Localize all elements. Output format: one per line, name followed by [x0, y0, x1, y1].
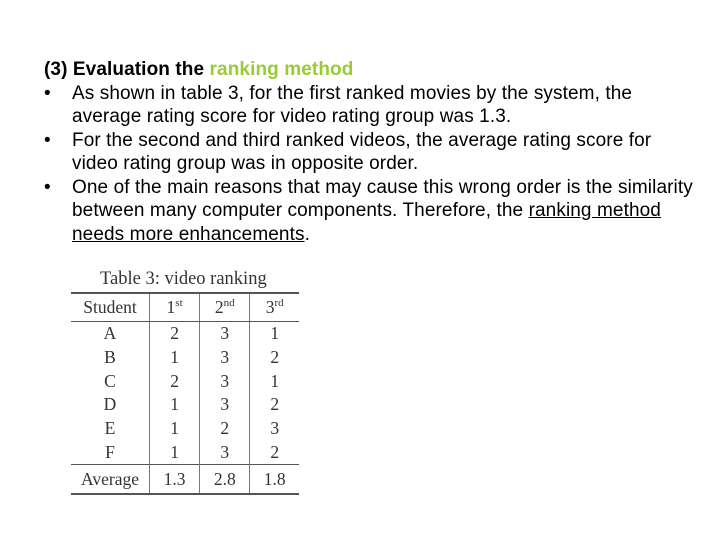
cell-student: A [71, 322, 150, 346]
table-row [71, 393, 299, 417]
header-first-num: 1 [166, 297, 176, 317]
header-second [200, 293, 250, 322]
cell-first: 1 [150, 440, 200, 464]
header-third-num: 3 [265, 297, 275, 317]
table-row [71, 346, 299, 370]
header-second-num: 2 [214, 297, 224, 317]
header-second-sup: nd [223, 297, 235, 310]
cell-third: 3 [250, 417, 299, 441]
cell-third: 2 [250, 393, 299, 417]
cell-student: D [71, 393, 150, 417]
cell-third: 2 [250, 346, 299, 370]
bullet-item [44, 176, 694, 247]
table-header-row [71, 293, 299, 322]
cell-second: 3 [200, 440, 250, 464]
bullet-icon: • [44, 82, 51, 104]
bullet-item [44, 82, 694, 129]
bullet-text: As shown in table 3, for the first ranked movies by the system, the average rating score for video rating group was 1.3. [72, 82, 633, 127]
header-first [150, 293, 200, 322]
bullet-underlined-text: ranking method needs more enhancements [72, 200, 661, 245]
header-first-sup: st [175, 297, 183, 310]
cell-first: 2 [150, 322, 200, 346]
ranking-table [71, 292, 299, 495]
header-third-sup: rd [274, 297, 284, 310]
cell-first: 2 [150, 369, 200, 393]
cell-second: 2 [200, 417, 250, 441]
cell-average-second: 2.8 [200, 465, 250, 495]
slide-text [44, 58, 694, 246]
cell-student: C [71, 369, 150, 393]
heading-prefix: (3) Evaluation the [44, 59, 210, 80]
bullet-item [44, 129, 694, 176]
bullet-text: One of the main reasons that may cause this wrong order is the similarity between many computer components. Therefore, the [72, 176, 693, 221]
cell-average-third: 1.8 [250, 465, 299, 495]
cell-average-first: 1.3 [150, 465, 200, 495]
table-figure [71, 266, 303, 495]
header-student: Student [71, 293, 150, 322]
cell-third: 1 [250, 322, 299, 346]
table-row [71, 369, 299, 393]
bullet-icon: • [44, 176, 51, 198]
table-caption: Table 3: video ranking [100, 269, 267, 289]
slide-heading [44, 58, 694, 82]
cell-second: 3 [200, 393, 250, 417]
table-row [71, 440, 299, 464]
table-row [71, 417, 299, 441]
bullet-text: For the second and third ranked videos, the average rating score for video rating group was in opposite order. [72, 129, 652, 174]
cell-student: E [71, 417, 150, 441]
bullet-icon: • [44, 129, 51, 151]
cell-student: F [71, 440, 150, 464]
cell-student: B [71, 346, 150, 370]
table-row [71, 322, 299, 346]
cell-third: 1 [250, 369, 299, 393]
bullet-text-end: . [304, 223, 310, 245]
header-third [250, 293, 299, 322]
bullet-list [44, 82, 694, 247]
cell-average-label: Average [71, 465, 150, 495]
cell-second: 3 [200, 346, 250, 370]
heading-accent: ranking method [209, 59, 354, 80]
cell-first: 1 [150, 417, 200, 441]
cell-third: 2 [250, 440, 299, 464]
table-average-row [71, 465, 299, 495]
cell-second: 3 [200, 322, 250, 346]
cell-first: 1 [150, 346, 200, 370]
cell-second: 3 [200, 369, 250, 393]
cell-first: 1 [150, 393, 200, 417]
